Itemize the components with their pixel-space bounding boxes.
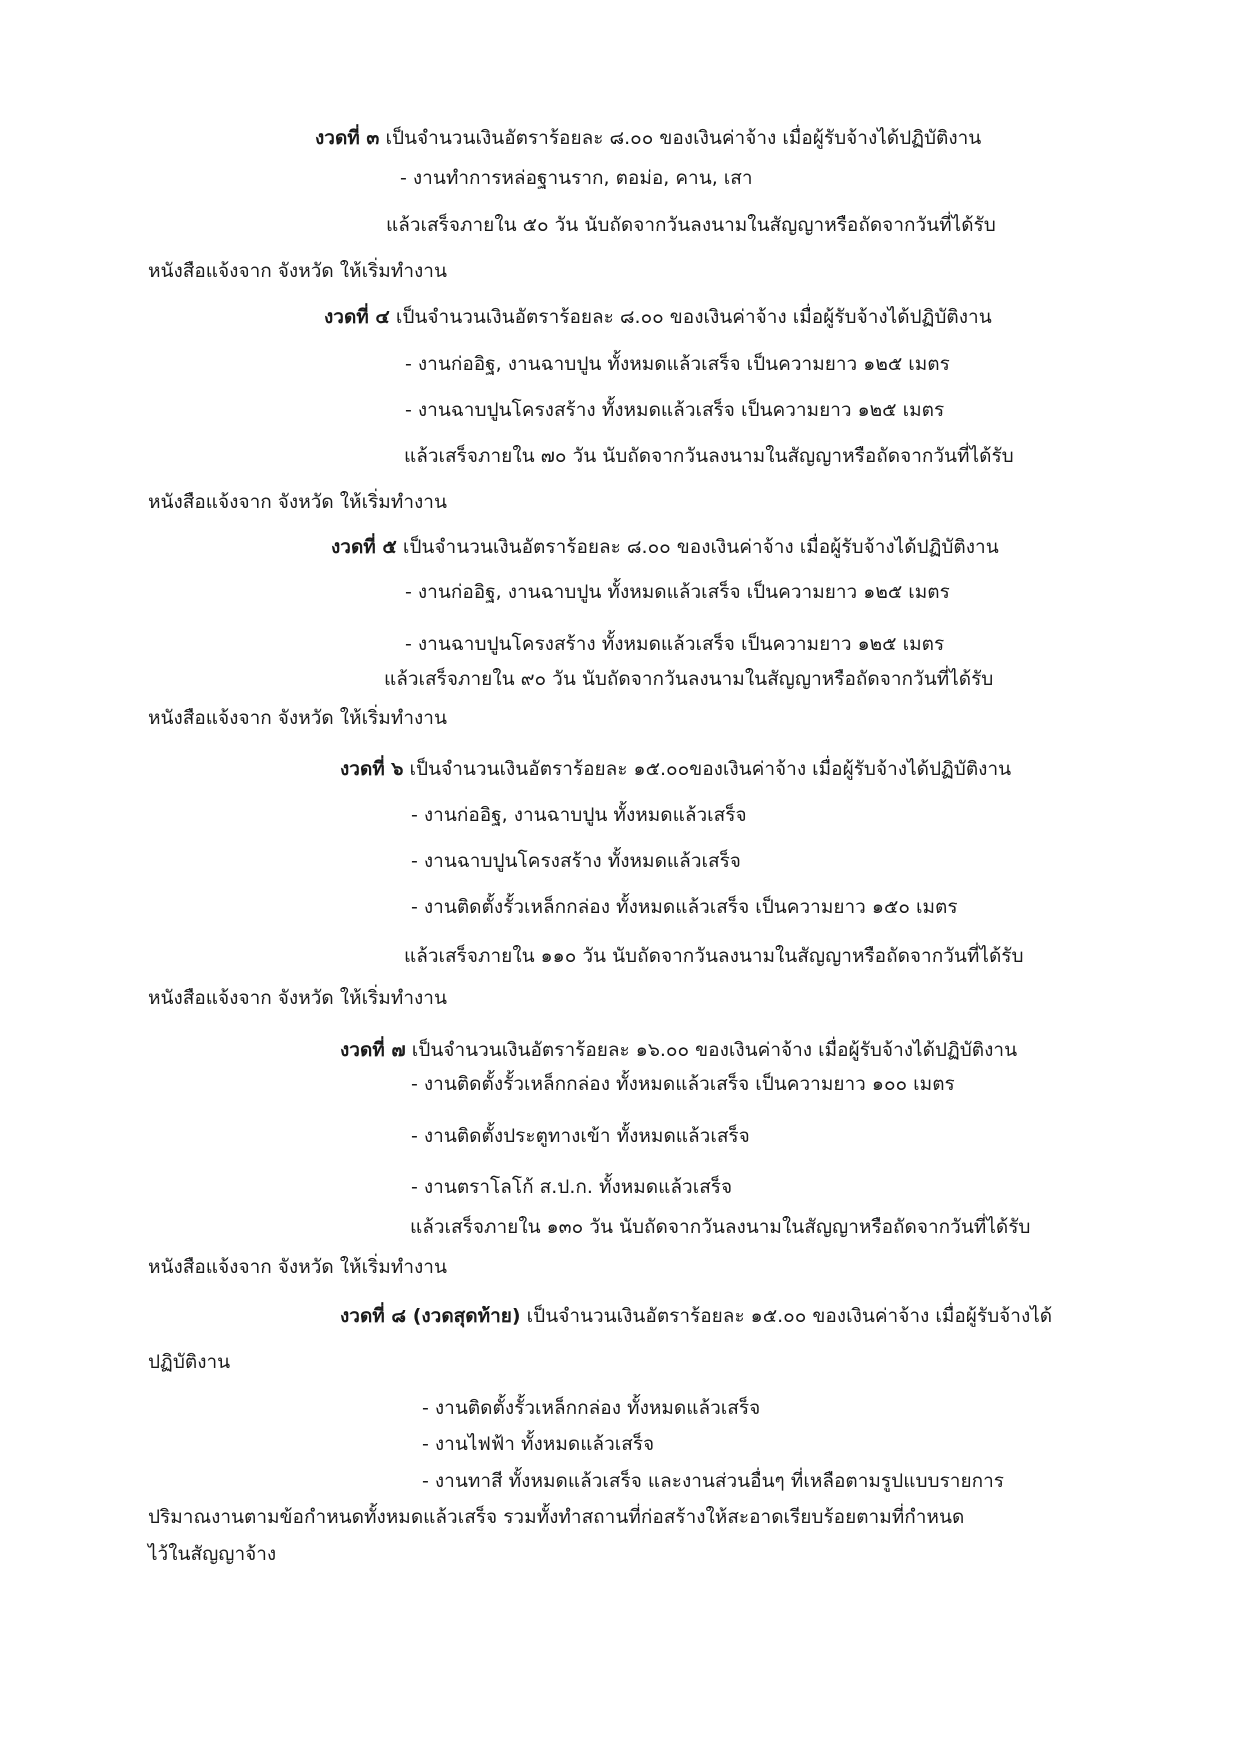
installment-3-item-1: - งานทำการหล่อฐานราก, ตอม่อ, คาน, เสา xyxy=(400,167,753,189)
installment-6-label: งวดที่ ๖ xyxy=(340,758,404,780)
installment-8-payment: เป็นจำนวนเงินอัตราร้อยละ ๑๕.๐๐ ของเงินค่าจ้าง เมื่อผู้รับจ้างได้ xyxy=(526,1305,1053,1327)
installment-6-item-1: - งานก่ออิฐ, งานฉาบปูน ทั้งหมดแล้วเสร็จ xyxy=(411,804,747,826)
installment-8-item-2: - งานไฟฟ้า ทั้งหมดแล้วเสร็จ xyxy=(422,1433,655,1455)
installment-8-label: งวดที่ ๘ (งวดสุดท้าย) xyxy=(340,1305,521,1327)
installment-3-payment: เป็นจำนวนเงินอัตราร้อยละ ๘.๐๐ ของเงินค่าจ้าง เมื่อผู้รับจ้างได้ปฏิบัติงาน xyxy=(385,127,982,149)
installment-6-item-3: - งานติดตั้งรั้วเหล็กกล่อง ทั้งหมดแล้วเสร็จ เป็นความยาว ๑๕๐ เมตร xyxy=(411,896,958,918)
installment-4-label: งวดที่ ๔ xyxy=(324,306,390,328)
installment-3-notice: หนังสือแจ้งจาก จังหวัด ให้เริ่มทำงาน xyxy=(148,260,447,282)
installment-3-label: งวดที่ ๓ xyxy=(315,127,380,149)
installment-7-header xyxy=(340,1036,1017,1064)
installment-7-item-1: - งานติดตั้งรั้วเหล็กกล่อง ทั้งหมดแล้วเสร็จ เป็นความยาว ๑๐๐ เมตร xyxy=(411,1073,955,1095)
installment-8-payment-cont: ปฏิบัติงาน xyxy=(148,1351,231,1373)
installment-3-deadline: แล้วเสร็จภายใน ๕๐ วัน นับถัดจากวันลงนามในสัญญาหรือถัดจากวันที่ได้รับ xyxy=(386,214,996,236)
installment-3-header xyxy=(315,124,981,152)
installment-7-payment: เป็นจำนวนเงินอัตราร้อยละ ๑๖.๐๐ ของเงินค่าจ้าง เมื่อผู้รับจ้างได้ปฏิบัติงาน xyxy=(411,1039,1018,1061)
installment-7-label: งวดที่ ๗ xyxy=(340,1039,406,1061)
installment-4-item-2: - งานฉาบปูนโครงสร้าง ทั้งหมดแล้วเสร็จ เป็นความยาว ๑๒๕ เมตร xyxy=(405,399,945,421)
installment-8-cont-line-1: ปริมาณงานตามข้อกำหนดทั้งหมดแล้วเสร็จ รวมทั้งทำสถานที่ก่อสร้างให้สะอาดเรียบร้อยตามที่กำหนด xyxy=(148,1506,965,1528)
installment-4-deadline: แล้วเสร็จภายใน ๗๐ วัน นับถัดจากวันลงนามในสัญญาหรือถัดจากวันที่ได้รับ xyxy=(404,445,1014,467)
installment-7-item-3: - งานตราโลโก้ ส.ป.ก. ทั้งหมดแล้วเสร็จ xyxy=(411,1176,733,1198)
installment-7-notice: หนังสือแจ้งจาก จังหวัด ให้เริ่มทำงาน xyxy=(148,1256,447,1278)
installment-8-cont-line-2: ไว้ในสัญญาจ้าง xyxy=(148,1543,277,1565)
installment-6-item-2: - งานฉาบปูนโครงสร้าง ทั้งหมดแล้วเสร็จ xyxy=(411,850,741,872)
installment-8-item-1: - งานติดตั้งรั้วเหล็กกล่อง ทั้งหมดแล้วเสร็จ xyxy=(422,1397,761,1419)
installment-6-header xyxy=(340,755,1011,783)
installment-5-item-1: - งานก่ออิฐ, งานฉาบปูน ทั้งหมดแล้วเสร็จ เป็นความยาว ๑๒๕ เมตร xyxy=(405,581,950,603)
installment-6-notice: หนังสือแจ้งจาก จังหวัด ให้เริ่มทำงาน xyxy=(148,987,447,1009)
installment-8-header xyxy=(340,1302,1052,1330)
installment-7-item-2: - งานติดตั้งประตูทางเข้า ทั้งหมดแล้วเสร็จ xyxy=(411,1125,750,1147)
installment-4-header xyxy=(324,303,992,331)
installment-8-item-3: - งานทาสี ทั้งหมดแล้วเสร็จ และงานส่วนอื่นๆ ที่เหลือตามรูปแบบรายการ xyxy=(422,1470,1004,1492)
installment-4-item-1: - งานก่ออิฐ, งานฉาบปูน ทั้งหมดแล้วเสร็จ เป็นความยาว ๑๒๕ เมตร xyxy=(405,353,950,375)
installment-4-notice: หนังสือแจ้งจาก จังหวัด ให้เริ่มทำงาน xyxy=(148,491,447,513)
installment-5-header xyxy=(331,533,999,561)
installment-6-payment: เป็นจำนวนเงินอัตราร้อยละ ๑๕.๐๐ของเงินค่าจ้าง เมื่อผู้รับจ้างได้ปฏิบัติงาน xyxy=(409,758,1012,780)
installment-5-payment: เป็นจำนวนเงินอัตราร้อยละ ๘.๐๐ ของเงินค่าจ้าง เมื่อผู้รับจ้างได้ปฏิบัติงาน xyxy=(402,536,999,558)
installment-4-payment: เป็นจำนวนเงินอัตราร้อยละ ๘.๐๐ ของเงินค่าจ้าง เมื่อผู้รับจ้างได้ปฏิบัติงาน xyxy=(395,306,992,328)
installment-5-item-2: - งานฉาบปูนโครงสร้าง ทั้งหมดแล้วเสร็จ เป็นความยาว ๑๒๕ เมตร xyxy=(405,633,945,655)
installment-5-deadline: แล้วเสร็จภายใน ๙๐ วัน นับถัดจากวันลงนามในสัญญาหรือถัดจากวันที่ได้รับ xyxy=(384,668,994,690)
installment-5-notice: หนังสือแจ้งจาก จังหวัด ให้เริ่มทำงาน xyxy=(148,707,447,729)
installment-7-deadline: แล้วเสร็จภายใน ๑๓๐ วัน นับถัดจากวันลงนามในสัญญาหรือถัดจากวันที่ได้รับ xyxy=(410,1216,1031,1238)
installment-6-deadline: แล้วเสร็จภายใน ๑๑๐ วัน นับถัดจากวันลงนามในสัญญาหรือถัดจากวันที่ได้รับ xyxy=(404,945,1024,967)
installment-5-label: งวดที่ ๕ xyxy=(331,536,397,558)
